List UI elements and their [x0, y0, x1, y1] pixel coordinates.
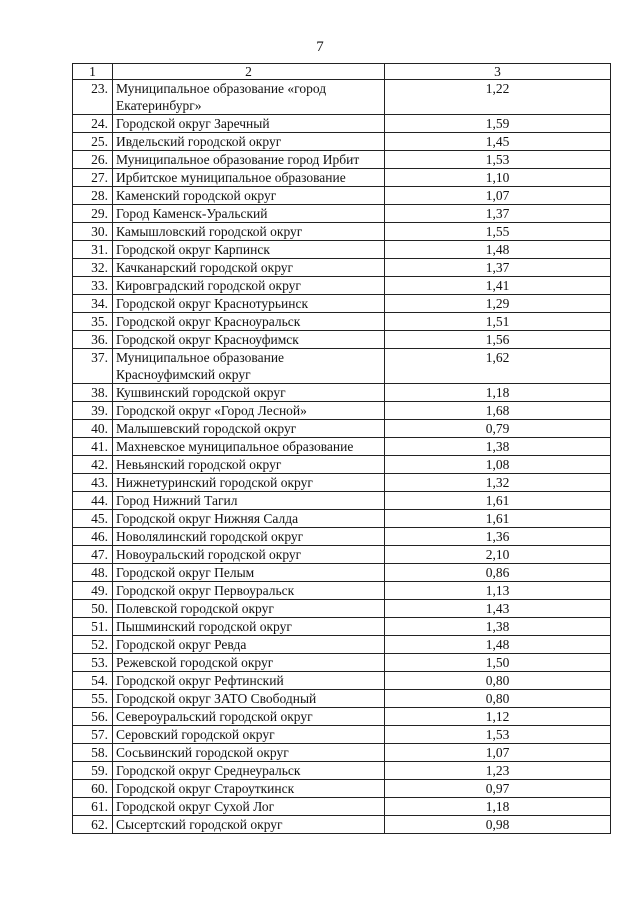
coefficient-value: 1,23	[385, 762, 611, 780]
municipality-name: Городской округ Заречный	[113, 115, 385, 133]
coefficient-value: 1,45	[385, 133, 611, 151]
municipality-name: Кировградский городской округ	[113, 277, 385, 295]
municipality-name: Город Каменск-Уральский	[113, 205, 385, 223]
coefficient-value: 1,08	[385, 456, 611, 474]
row-number: 35.	[73, 313, 113, 331]
coefficient-value: 1,48	[385, 636, 611, 654]
coefficient-value: 1,07	[385, 187, 611, 205]
table-row	[73, 600, 611, 618]
coefficient-value: 1,38	[385, 438, 611, 456]
municipality-name: Североуральский городской округ	[113, 708, 385, 726]
municipality-name: Пышминский городской округ	[113, 618, 385, 636]
coefficient-value: 0,79	[385, 420, 611, 438]
municipality-name: Муниципальное образование «город Екатеринбург»	[113, 80, 385, 115]
row-number: 53.	[73, 654, 113, 672]
row-number: 37.	[73, 349, 113, 384]
row-number: 59.	[73, 762, 113, 780]
row-number: 41.	[73, 438, 113, 456]
municipality-name: Городской округ Первоуральск	[113, 582, 385, 600]
coefficient-value: 0,86	[385, 564, 611, 582]
table-row	[73, 618, 611, 636]
row-number: 26.	[73, 151, 113, 169]
row-number: 55.	[73, 690, 113, 708]
table-row	[73, 690, 611, 708]
row-number: 61.	[73, 798, 113, 816]
table-row	[73, 708, 611, 726]
table-row	[73, 169, 611, 187]
table-row	[73, 582, 611, 600]
coefficient-value: 1,37	[385, 259, 611, 277]
row-number: 27.	[73, 169, 113, 187]
municipality-name: Городской округ Краснотурьинск	[113, 295, 385, 313]
municipality-name: Режевской городской округ	[113, 654, 385, 672]
municipality-name: Ивдельский городской округ	[113, 133, 385, 151]
municipality-name: Сысертский городской округ	[113, 816, 385, 834]
municipality-name: Муниципальное образование город Ирбит	[113, 151, 385, 169]
coefficient-value: 1,22	[385, 80, 611, 115]
municipality-name: Ирбитское муниципальное образование	[113, 169, 385, 187]
table-row	[73, 798, 611, 816]
coefficient-value: 1,32	[385, 474, 611, 492]
coefficient-value: 0,80	[385, 672, 611, 690]
row-number: 36.	[73, 331, 113, 349]
table-row	[73, 762, 611, 780]
row-number: 23.	[73, 80, 113, 115]
table-row	[73, 115, 611, 133]
table-row	[73, 420, 611, 438]
table-row	[73, 151, 611, 169]
municipality-name: Кушвинский городской округ	[113, 384, 385, 402]
coefficient-value: 0,98	[385, 816, 611, 834]
coefficient-value: 1,61	[385, 510, 611, 528]
municipality-name: Качканарский городской округ	[113, 259, 385, 277]
table-row	[73, 564, 611, 582]
row-number: 47.	[73, 546, 113, 564]
coefficient-value: 1,50	[385, 654, 611, 672]
row-number: 33.	[73, 277, 113, 295]
row-number: 24.	[73, 115, 113, 133]
municipality-name: Городской округ Среднеуральск	[113, 762, 385, 780]
municipality-name: Городской округ Сухой Лог	[113, 798, 385, 816]
table-row	[73, 205, 611, 223]
coefficient-value: 1,43	[385, 600, 611, 618]
table-row	[73, 313, 611, 331]
table-row	[73, 277, 611, 295]
row-number: 45.	[73, 510, 113, 528]
data-table	[72, 63, 611, 834]
table-body	[73, 80, 611, 834]
table-row	[73, 187, 611, 205]
municipality-name: Городской округ Карпинск	[113, 241, 385, 259]
coefficient-value: 1,56	[385, 331, 611, 349]
row-number: 57.	[73, 726, 113, 744]
municipality-name: Городской округ Староуткинск	[113, 780, 385, 798]
coefficient-value: 1,29	[385, 295, 611, 313]
municipality-name: Новоуральский городской округ	[113, 546, 385, 564]
table-row	[73, 456, 611, 474]
row-number: 43.	[73, 474, 113, 492]
municipality-name: Муниципальное образование Красноуфимский округ	[113, 349, 385, 384]
coefficient-value: 1,12	[385, 708, 611, 726]
municipality-name: Невьянский городской округ	[113, 456, 385, 474]
table-row	[73, 331, 611, 349]
coefficient-value: 1,37	[385, 205, 611, 223]
row-number: 38.	[73, 384, 113, 402]
coefficient-value: 0,80	[385, 690, 611, 708]
row-number: 49.	[73, 582, 113, 600]
row-number: 62.	[73, 816, 113, 834]
row-number: 54.	[73, 672, 113, 690]
table-row	[73, 80, 611, 115]
row-number: 56.	[73, 708, 113, 726]
table-row	[73, 636, 611, 654]
coefficient-value: 1,41	[385, 277, 611, 295]
row-number: 30.	[73, 223, 113, 241]
row-number: 52.	[73, 636, 113, 654]
municipality-name: Полевской городской округ	[113, 600, 385, 618]
municipality-name: Малышевский городской округ	[113, 420, 385, 438]
municipality-name: Городской округ Ревда	[113, 636, 385, 654]
table-row	[73, 546, 611, 564]
coefficient-value: 1,55	[385, 223, 611, 241]
table-row	[73, 241, 611, 259]
coefficient-value: 1,62	[385, 349, 611, 384]
municipality-name: Серовский городской округ	[113, 726, 385, 744]
coefficient-value: 1,38	[385, 618, 611, 636]
row-number: 29.	[73, 205, 113, 223]
table-row	[73, 510, 611, 528]
row-number: 32.	[73, 259, 113, 277]
table-row	[73, 295, 611, 313]
row-number: 58.	[73, 744, 113, 762]
municipality-name: Городской округ Красноуральск	[113, 313, 385, 331]
coefficient-value: 1,13	[385, 582, 611, 600]
row-number: 28.	[73, 187, 113, 205]
table-row	[73, 223, 611, 241]
header-col-1: 1	[73, 64, 113, 80]
coefficient-value: 1,59	[385, 115, 611, 133]
table-header	[73, 64, 611, 80]
coefficient-value: 1,07	[385, 744, 611, 762]
coefficient-value: 1,48	[385, 241, 611, 259]
table-row	[73, 438, 611, 456]
coefficient-value: 1,51	[385, 313, 611, 331]
row-number: 48.	[73, 564, 113, 582]
municipality-name: Новолялинский городской округ	[113, 528, 385, 546]
row-number: 46.	[73, 528, 113, 546]
coefficient-value: 0,97	[385, 780, 611, 798]
table-row	[73, 402, 611, 420]
coefficient-value: 1,18	[385, 798, 611, 816]
row-number: 51.	[73, 618, 113, 636]
table-row	[73, 259, 611, 277]
municipality-name: Нижнетуринский городской округ	[113, 474, 385, 492]
municipality-name: Камышловский городской округ	[113, 223, 385, 241]
header-col-3: 3	[385, 64, 611, 80]
municipality-name: Городской округ Рефтинский	[113, 672, 385, 690]
table-row	[73, 384, 611, 402]
table-row	[73, 726, 611, 744]
page-number: 7	[316, 39, 324, 55]
municipality-name: Городской округ Пелым	[113, 564, 385, 582]
table-row	[73, 474, 611, 492]
table-row	[73, 654, 611, 672]
table-row	[73, 528, 611, 546]
coefficient-value: 1,10	[385, 169, 611, 187]
row-number: 42.	[73, 456, 113, 474]
row-number: 50.	[73, 600, 113, 618]
row-number: 60.	[73, 780, 113, 798]
table-row	[73, 492, 611, 510]
municipality-name: Городской округ Красноуфимск	[113, 331, 385, 349]
municipality-name: Городской округ Нижняя Салда	[113, 510, 385, 528]
municipality-name: Город Нижний Тагил	[113, 492, 385, 510]
row-number: 39.	[73, 402, 113, 420]
coefficient-value: 1,53	[385, 151, 611, 169]
header-col-2: 2	[113, 64, 385, 80]
row-number: 25.	[73, 133, 113, 151]
coefficient-value: 1,18	[385, 384, 611, 402]
coefficient-value: 1,68	[385, 402, 611, 420]
row-number: 31.	[73, 241, 113, 259]
coefficient-value: 1,53	[385, 726, 611, 744]
row-number: 34.	[73, 295, 113, 313]
row-number: 40.	[73, 420, 113, 438]
table-row	[73, 672, 611, 690]
coefficient-value: 1,61	[385, 492, 611, 510]
municipality-name: Городской округ ЗАТО Свободный	[113, 690, 385, 708]
municipality-name: Каменский городской округ	[113, 187, 385, 205]
table-row	[73, 133, 611, 151]
header-row	[73, 64, 611, 80]
municipality-name: Городской округ «Город Лесной»	[113, 402, 385, 420]
coefficient-value: 2,10	[385, 546, 611, 564]
table-row	[73, 744, 611, 762]
municipality-name: Махневское муниципальное образование	[113, 438, 385, 456]
municipality-name: Сосьвинский городской округ	[113, 744, 385, 762]
table-row	[73, 349, 611, 384]
row-number: 44.	[73, 492, 113, 510]
table-row	[73, 816, 611, 834]
table-row	[73, 780, 611, 798]
coefficient-value: 1,36	[385, 528, 611, 546]
